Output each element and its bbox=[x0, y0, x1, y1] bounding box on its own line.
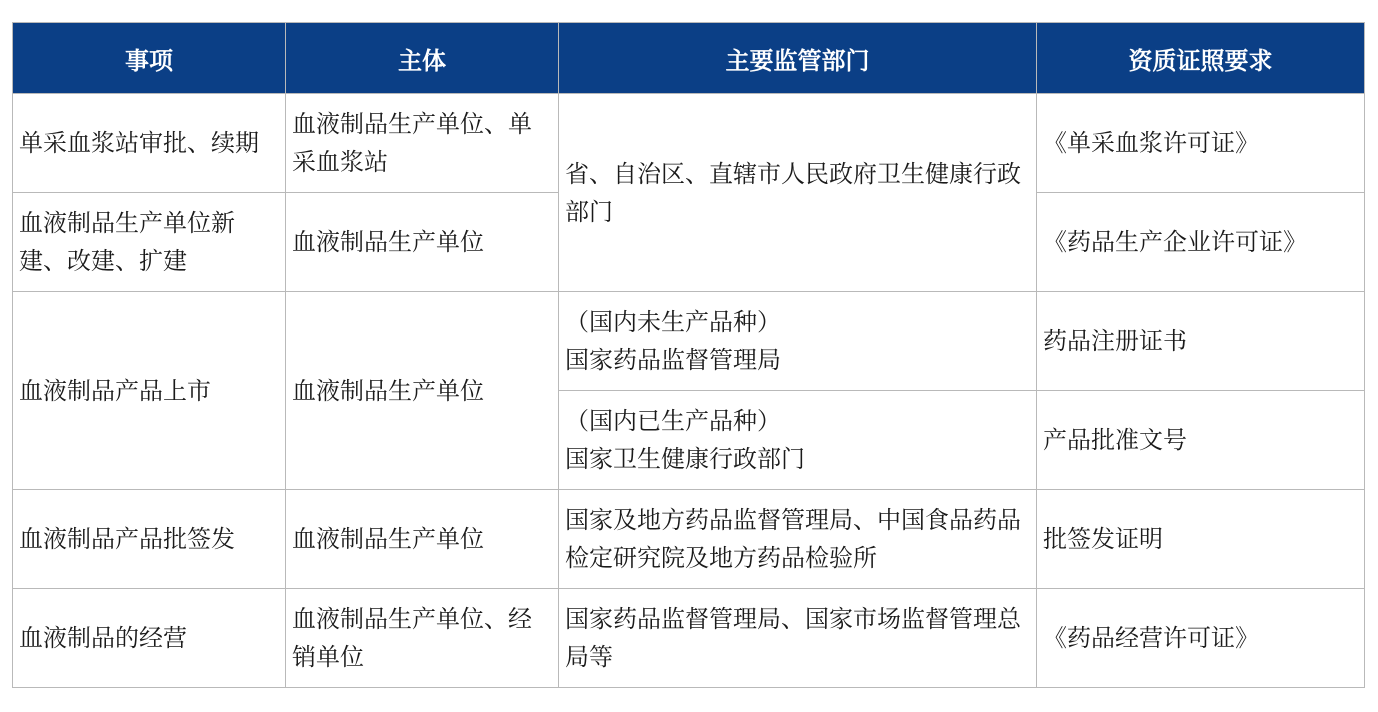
header-certificate: 资质证照要求 bbox=[1037, 23, 1365, 94]
cell-item: 血液制品产品上市 bbox=[13, 292, 286, 490]
cell-subject: 血液制品生产单位、经销单位 bbox=[286, 589, 559, 688]
department-name: 国家药品监督管理局 bbox=[565, 346, 781, 374]
cell-certificate: 《药品生产企业许可证》 bbox=[1037, 193, 1365, 292]
cell-certificate: 产品批准文号 bbox=[1037, 391, 1365, 490]
table-row bbox=[13, 589, 1365, 688]
department-name: 国家卫生健康行政部门 bbox=[565, 445, 805, 473]
cell-item: 血液制品产品批签发 bbox=[13, 490, 286, 589]
cell-subject: 血液制品生产单位、单采血浆站 bbox=[286, 94, 559, 193]
cell-subject: 血液制品生产单位 bbox=[286, 490, 559, 589]
cell-certificate: 《药品经营许可证》 bbox=[1037, 589, 1365, 688]
header-department: 主要监管部门 bbox=[559, 23, 1037, 94]
cell-certificate: 批签发证明 bbox=[1037, 490, 1365, 589]
cell-certificate: 《单采血浆许可证》 bbox=[1037, 94, 1365, 193]
header-row bbox=[13, 23, 1365, 94]
cell-department: 国家及地方药品监督管理局、中国食品药品检定研究院及地方药品检验所 bbox=[559, 490, 1037, 589]
table-row bbox=[13, 94, 1365, 193]
table-row bbox=[13, 490, 1365, 589]
cell-certificate: 药品注册证书 bbox=[1037, 292, 1365, 391]
cell-item: 单采血浆站审批、续期 bbox=[13, 94, 286, 193]
header-subject: 主体 bbox=[286, 23, 559, 94]
cell-department bbox=[559, 292, 1037, 391]
department-scope-note: （国内已生产品种） bbox=[565, 407, 781, 435]
department-scope-note: （国内未生产品种） bbox=[565, 308, 781, 336]
cell-subject: 血液制品生产单位 bbox=[286, 292, 559, 490]
header-item: 事项 bbox=[13, 23, 286, 94]
cell-department: 国家药品监督管理局、国家市场监督管理总局等 bbox=[559, 589, 1037, 688]
cell-department: 省、自治区、直辖市人民政府卫生健康行政部门 bbox=[559, 94, 1037, 292]
regulation-table bbox=[12, 22, 1365, 688]
cell-item: 血液制品的经营 bbox=[13, 589, 286, 688]
table-row bbox=[13, 292, 1365, 391]
cell-department bbox=[559, 391, 1037, 490]
cell-item: 血液制品生产单位新建、改建、扩建 bbox=[13, 193, 286, 292]
cell-subject: 血液制品生产单位 bbox=[286, 193, 559, 292]
